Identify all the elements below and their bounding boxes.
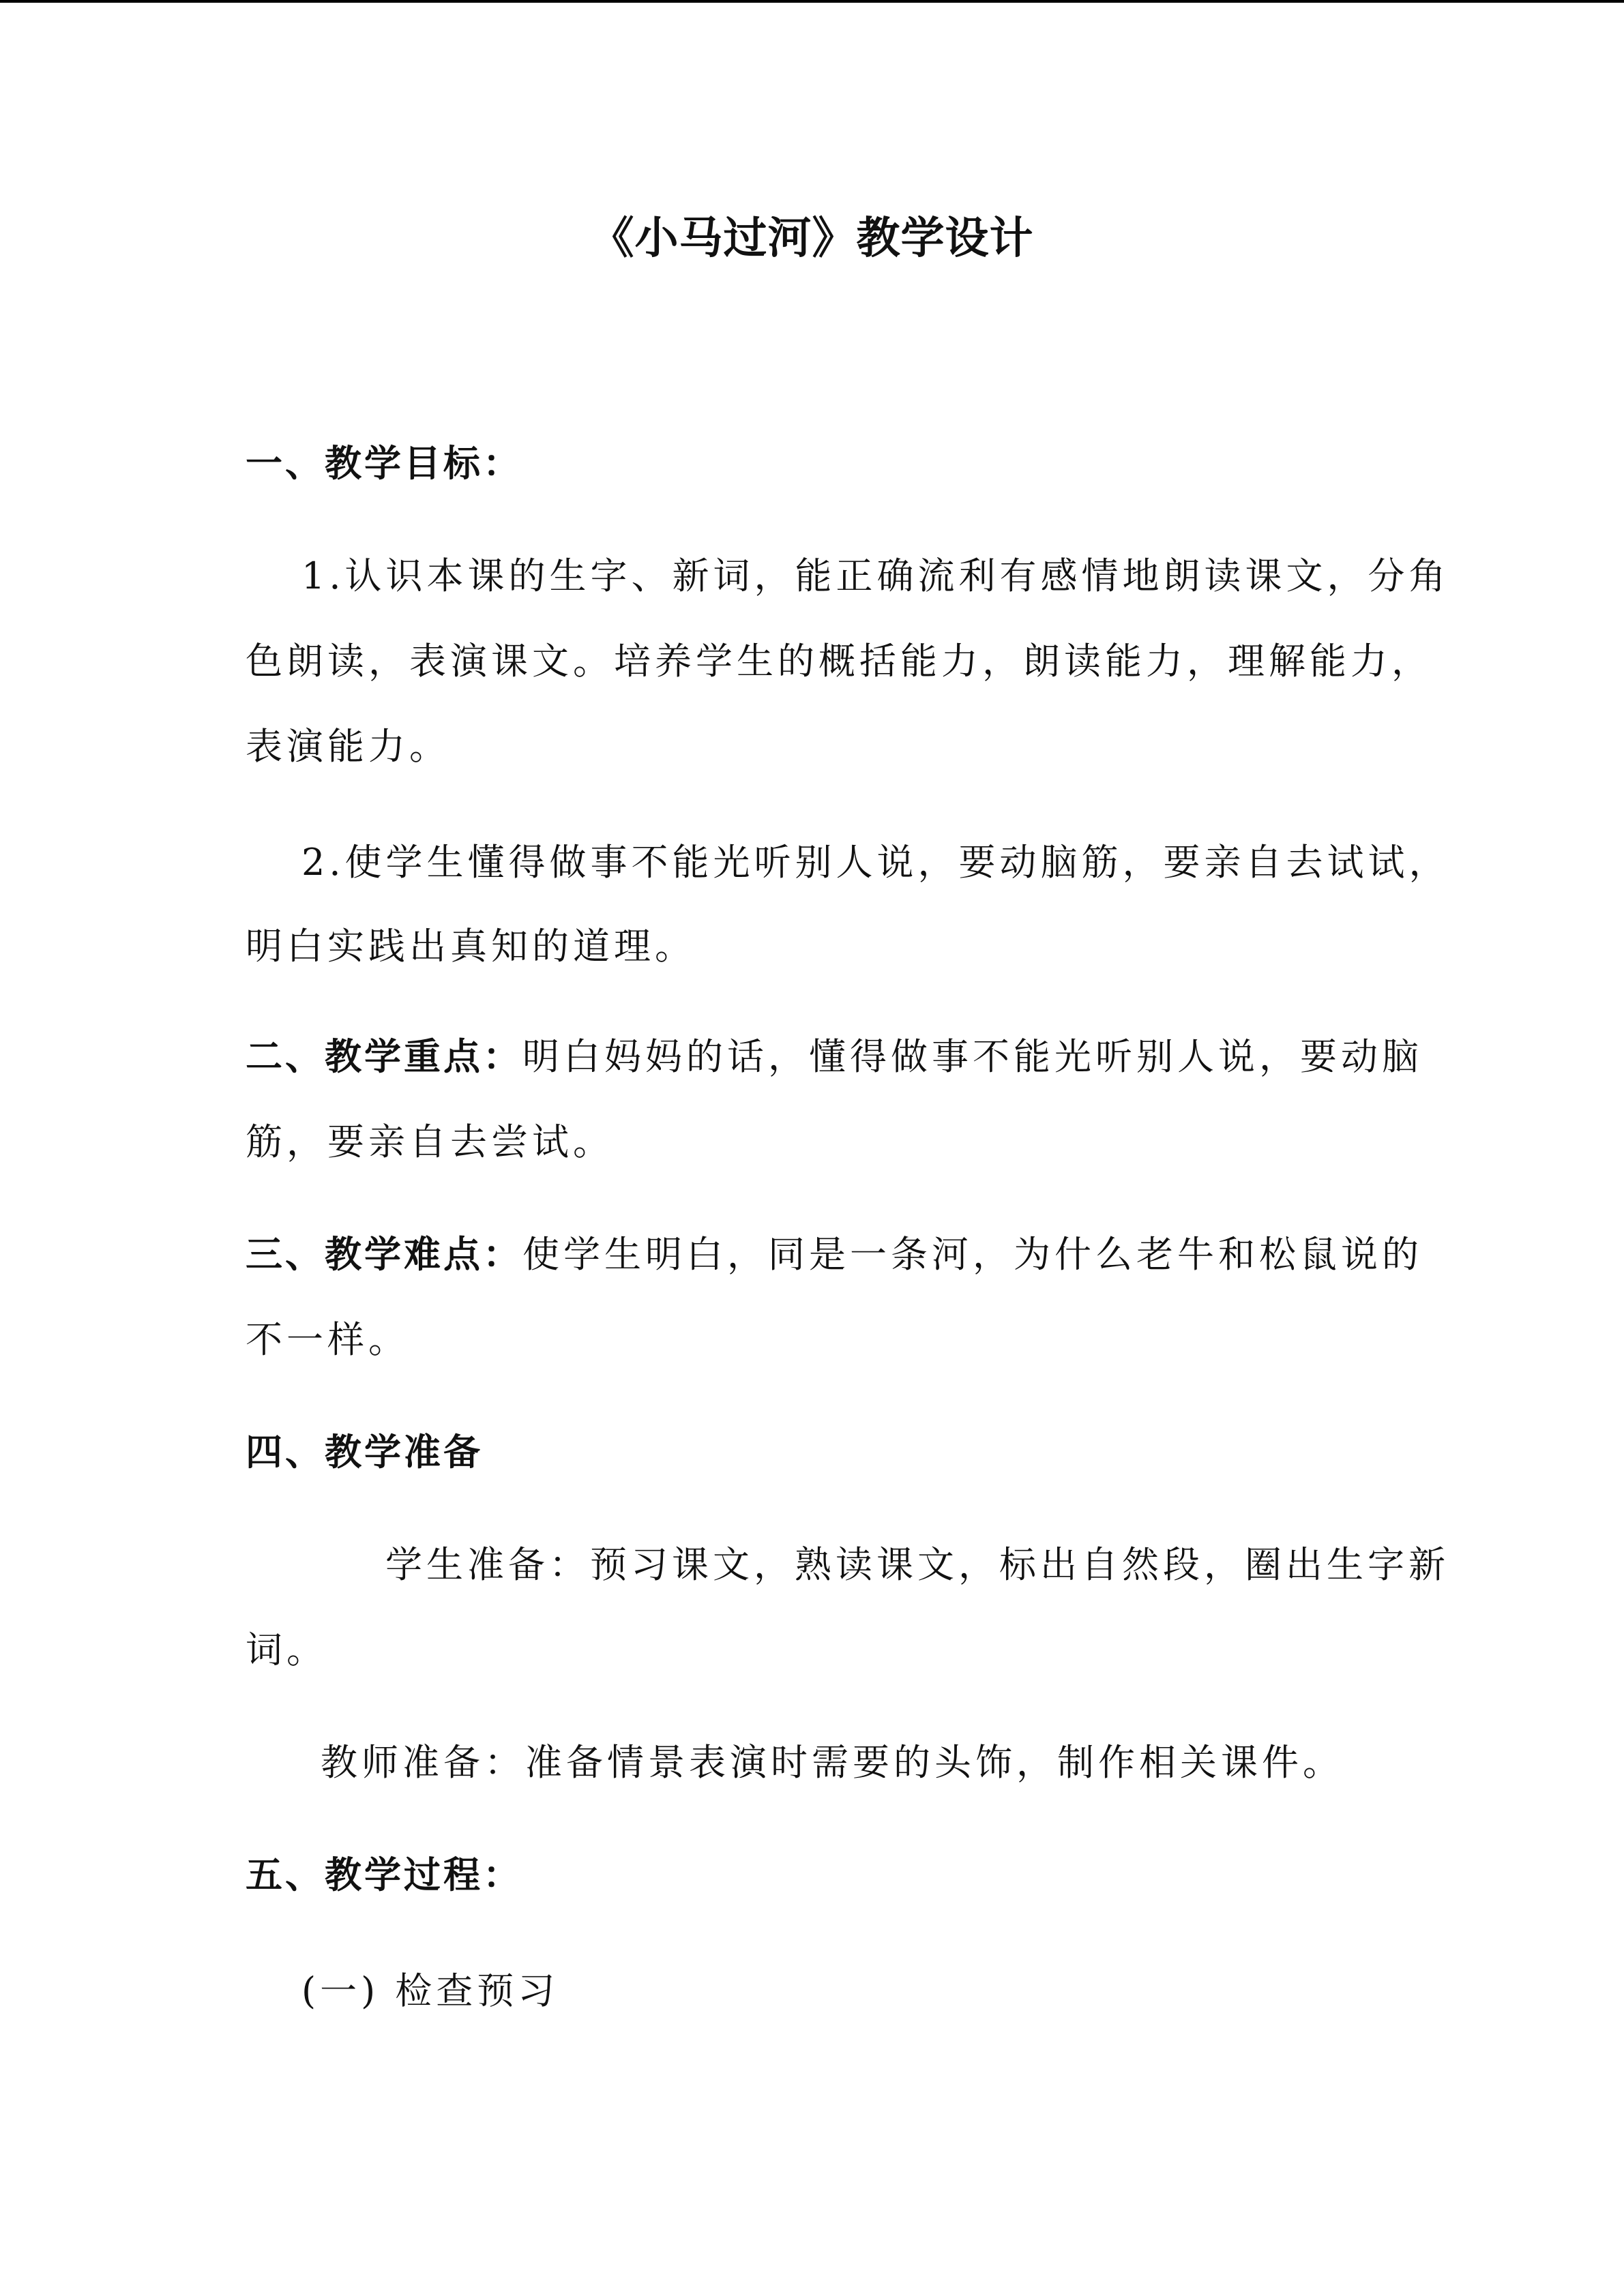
objective-1-line-1: 1.认识本课的生字、新词，能正确流利有感情地朗读课文，分角 bbox=[301, 554, 1450, 597]
key-points-line-2: 筋，要亲自去尝试。 bbox=[246, 1120, 614, 1163]
objective-2-line-2: 明白实践出真知的道理。 bbox=[246, 925, 696, 968]
student-preparation-line-2: 词。 bbox=[246, 1628, 327, 1671]
key-points-heading: 二、教学重点： bbox=[246, 1035, 522, 1078]
difficulties-heading: 三、教学难点： bbox=[246, 1233, 522, 1276]
teacher-preparation: 教师准备：准备情景表演时需要的头饰，制作相关课件。 bbox=[321, 1741, 1344, 1784]
process-heading: 五、教学过程： bbox=[246, 1853, 522, 1896]
document-title: 《小马过河》教学设计 bbox=[590, 213, 1034, 264]
objective-2-line-1: 2.使学生懂得做事不能光听别人说，要动脑筋，要亲自去试试， bbox=[301, 841, 1450, 884]
objectives-heading: 一、教学目标： bbox=[246, 442, 522, 485]
preparation-heading: 四、教学准备 bbox=[246, 1431, 483, 1474]
key-points-paragraph-line-1 bbox=[246, 1030, 1423, 1084]
difficulties-paragraph-line-1 bbox=[246, 1227, 1423, 1282]
process-step-1: (一) 检查预习 bbox=[301, 1969, 559, 2012]
objective-1-line-3: 表演能力。 bbox=[246, 725, 450, 768]
difficulties-text: 使学生明白，同是一条河，为什么老牛和松鼠说的 bbox=[522, 1233, 1423, 1276]
objective-1-line-2: 色朗读，表演课文。培养学生的概括能力，朗读能力，理解能力， bbox=[246, 640, 1432, 683]
key-points-text: 明白妈妈的话，懂得做事不能光听别人说，要动脑 bbox=[522, 1035, 1423, 1078]
student-preparation-line-1: 学生准备：预习课文，熟读课文，标出自然段，圈出生字新 bbox=[385, 1543, 1449, 1586]
difficulties-line-2: 不一样。 bbox=[246, 1318, 409, 1361]
